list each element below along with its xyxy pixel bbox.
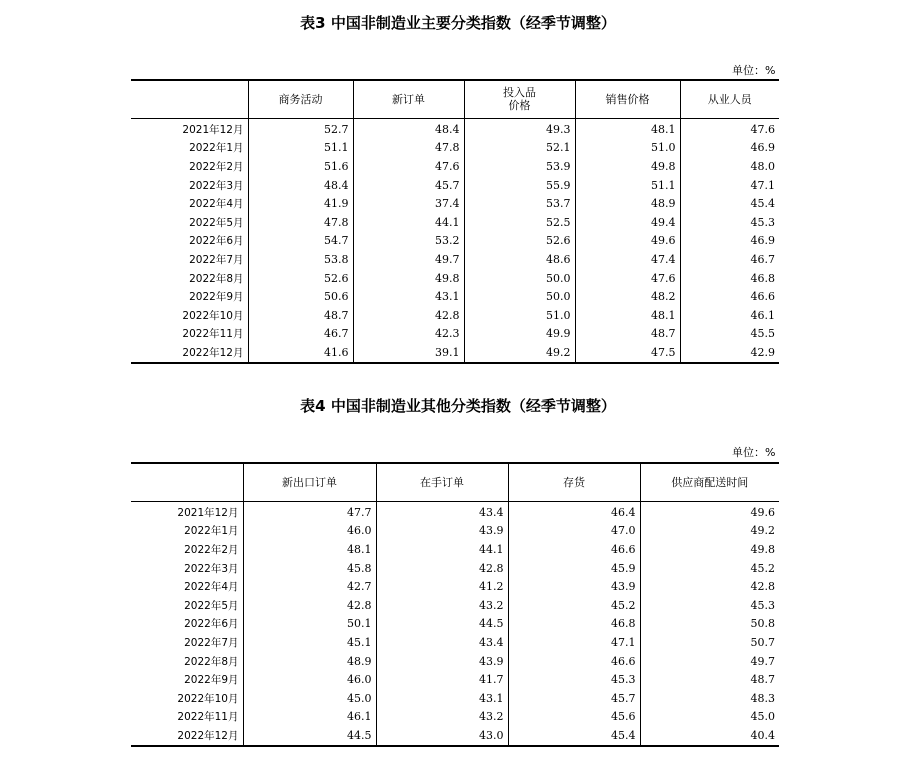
table-cell: 48.1 — [575, 306, 680, 325]
table-cell: 50.0 — [464, 269, 575, 288]
table-cell: 48.7 — [640, 671, 779, 690]
table-row — [131, 251, 779, 270]
table-cell: 49.2 — [464, 344, 575, 364]
table-row — [131, 541, 779, 560]
table-cell: 51.6 — [248, 158, 353, 177]
table-cell: 39.1 — [353, 344, 464, 364]
table-cell: 47.5 — [575, 344, 680, 364]
table-cell: 43.9 — [376, 522, 508, 541]
table-cell: 52.6 — [248, 269, 353, 288]
table-row — [131, 634, 779, 653]
table-cell: 49.9 — [464, 325, 575, 344]
row-label: 2022年3月 — [189, 179, 244, 192]
table-cell: 53.7 — [464, 195, 575, 214]
table-cell: 50.1 — [243, 615, 376, 634]
table-cell: 46.9 — [680, 139, 779, 158]
table-cell: 43.9 — [508, 578, 640, 597]
table-row — [131, 288, 779, 307]
table-row — [131, 213, 779, 232]
table-row — [131, 344, 779, 364]
table-cell: 51.0 — [464, 306, 575, 325]
table-cell: 44.1 — [353, 213, 464, 232]
table-cell: 43.1 — [376, 689, 508, 708]
table4-header-cell: 存货 — [508, 463, 640, 501]
table-cell: 43.4 — [376, 501, 508, 522]
table-cell: 47.8 — [248, 213, 353, 232]
table-cell: 46.6 — [680, 288, 779, 307]
table4-header-cell: 供应商配送时间 — [640, 463, 779, 501]
row-label: 2022年7月 — [184, 636, 239, 649]
table-cell: 49.8 — [575, 158, 680, 177]
table-row — [131, 708, 779, 727]
table-cell: 51.1 — [248, 139, 353, 158]
table-cell: 53.9 — [464, 158, 575, 177]
table-cell: 48.4 — [353, 118, 464, 139]
table-cell: 45.6 — [508, 708, 640, 727]
table4 — [131, 462, 779, 747]
table4-unit: 单位：% — [732, 446, 776, 459]
table-cell: 46.6 — [508, 541, 640, 560]
table4-header-cell — [131, 463, 243, 501]
table-row — [131, 232, 779, 251]
row-label: 2022年1月 — [189, 142, 244, 155]
table-cell: 50.6 — [248, 288, 353, 307]
table-cell: 44.5 — [243, 727, 376, 747]
table-cell: 46.8 — [680, 269, 779, 288]
table-cell: 48.1 — [243, 541, 376, 560]
table-cell: 45.9 — [508, 559, 640, 578]
table-cell: 46.6 — [508, 652, 640, 671]
table-cell: 47.8 — [353, 139, 464, 158]
table-cell: 41.9 — [248, 195, 353, 214]
table-cell: 47.7 — [243, 501, 376, 522]
table-cell: 50.7 — [640, 634, 779, 653]
table-row — [131, 158, 779, 177]
row-label: 2022年12月 — [182, 346, 244, 359]
table-cell: 42.3 — [353, 325, 464, 344]
table-cell: 46.1 — [243, 708, 376, 727]
table-cell: 47.6 — [680, 118, 779, 139]
table-cell: 49.4 — [575, 213, 680, 232]
table-cell: 53.8 — [248, 251, 353, 270]
table-row — [131, 269, 779, 288]
table4-header-cell: 在手订单 — [376, 463, 508, 501]
table-cell: 49.3 — [464, 118, 575, 139]
table-cell: 46.7 — [248, 325, 353, 344]
table3-header-cell — [131, 80, 248, 118]
table-cell: 45.0 — [243, 689, 376, 708]
table-cell: 46.8 — [508, 615, 640, 634]
table-cell: 54.7 — [248, 232, 353, 251]
table-cell: 43.9 — [376, 652, 508, 671]
row-label: 2022年3月 — [184, 562, 239, 575]
table-cell: 46.4 — [508, 501, 640, 522]
row-label: 2022年2月 — [184, 543, 239, 556]
table-cell: 46.1 — [680, 306, 779, 325]
table-cell: 46.9 — [680, 232, 779, 251]
row-label: 2022年1月 — [184, 525, 239, 538]
row-label: 2022年9月 — [189, 291, 244, 304]
row-label: 2022年5月 — [189, 216, 244, 229]
table-row — [131, 118, 779, 139]
table-cell: 48.4 — [248, 176, 353, 195]
table-cell: 51.0 — [575, 139, 680, 158]
table-cell: 48.2 — [575, 288, 680, 307]
table-cell: 45.2 — [508, 596, 640, 615]
table-cell: 45.7 — [353, 176, 464, 195]
table-cell: 46.0 — [243, 522, 376, 541]
table-cell: 41.2 — [376, 578, 508, 597]
table3-body — [131, 118, 779, 363]
table-cell: 47.0 — [508, 522, 640, 541]
table-cell: 45.5 — [680, 325, 779, 344]
table-cell: 42.9 — [680, 344, 779, 364]
table-cell: 49.2 — [640, 522, 779, 541]
table-row — [131, 596, 779, 615]
table-row — [131, 306, 779, 325]
table-row — [131, 501, 779, 522]
table3-header — [131, 80, 779, 118]
table-cell: 46.0 — [243, 671, 376, 690]
table-cell: 45.8 — [243, 559, 376, 578]
row-label: 2022年10月 — [182, 309, 244, 322]
table-cell: 53.2 — [353, 232, 464, 251]
table-cell: 49.8 — [353, 269, 464, 288]
table-row — [131, 195, 779, 214]
table3-title: 表3 中国非制造业主要分类指数（经季节调整） — [300, 14, 616, 32]
table-cell: 52.6 — [464, 232, 575, 251]
table-cell: 50.0 — [464, 288, 575, 307]
row-label: 2022年10月 — [177, 692, 239, 705]
table-cell: 42.7 — [243, 578, 376, 597]
table-cell: 48.1 — [575, 118, 680, 139]
table-cell: 45.3 — [680, 213, 779, 232]
table-cell: 46.7 — [680, 251, 779, 270]
table-cell: 41.7 — [376, 671, 508, 690]
table4-header — [131, 463, 779, 501]
table-cell: 42.8 — [353, 306, 464, 325]
table-cell: 47.6 — [575, 269, 680, 288]
table-cell: 43.4 — [376, 634, 508, 653]
table-row — [131, 689, 779, 708]
table-cell: 42.8 — [243, 596, 376, 615]
table3-header-cell: 投入品 价格 — [464, 80, 575, 118]
table-cell: 47.1 — [508, 634, 640, 653]
row-label: 2022年9月 — [184, 674, 239, 687]
table-cell: 45.7 — [508, 689, 640, 708]
table-cell: 45.0 — [640, 708, 779, 727]
row-label: 2022年6月 — [189, 235, 244, 248]
table-cell: 50.8 — [640, 615, 779, 634]
row-label: 2022年8月 — [189, 272, 244, 285]
table-cell: 48.9 — [575, 195, 680, 214]
table-cell: 41.6 — [248, 344, 353, 364]
table-cell: 49.6 — [575, 232, 680, 251]
table-cell: 47.6 — [353, 158, 464, 177]
table-row — [131, 615, 779, 634]
table-row — [131, 139, 779, 158]
table-cell: 45.2 — [640, 559, 779, 578]
row-label: 2021年12月 — [182, 123, 244, 136]
table3-header-cell: 商务活动 — [248, 80, 353, 118]
row-label: 2022年4月 — [189, 198, 244, 211]
table-cell: 48.3 — [640, 689, 779, 708]
row-label: 2022年11月 — [182, 328, 244, 341]
table-cell: 48.6 — [464, 251, 575, 270]
table3-header-cell: 新订单 — [353, 80, 464, 118]
table-row — [131, 522, 779, 541]
table-cell: 52.5 — [464, 213, 575, 232]
table-cell: 43.2 — [376, 596, 508, 615]
row-label: 2022年5月 — [184, 599, 239, 612]
table-cell: 48.9 — [243, 652, 376, 671]
row-label: 2022年12月 — [177, 729, 239, 742]
table-cell: 49.6 — [640, 501, 779, 522]
table-row — [131, 559, 779, 578]
table-cell: 47.1 — [680, 176, 779, 195]
table-cell: 51.1 — [575, 176, 680, 195]
table-cell: 48.7 — [248, 306, 353, 325]
table-cell: 43.1 — [353, 288, 464, 307]
row-label: 2022年6月 — [184, 618, 239, 631]
table-row — [131, 325, 779, 344]
row-label: 2022年2月 — [189, 160, 244, 173]
table3-header-cell: 从业人员 — [680, 80, 779, 118]
table-cell: 45.3 — [640, 596, 779, 615]
table-row — [131, 652, 779, 671]
table-cell: 42.8 — [640, 578, 779, 597]
table-cell: 45.4 — [680, 195, 779, 214]
table-row — [131, 671, 779, 690]
table-cell: 49.8 — [640, 541, 779, 560]
table-cell: 37.4 — [353, 195, 464, 214]
table-cell: 48.7 — [575, 325, 680, 344]
table-cell: 45.1 — [243, 634, 376, 653]
row-label: 2022年8月 — [184, 655, 239, 668]
table-cell: 43.2 — [376, 708, 508, 727]
table-cell: 49.7 — [353, 251, 464, 270]
table-cell: 44.5 — [376, 615, 508, 634]
table-cell: 52.7 — [248, 118, 353, 139]
table-cell: 47.4 — [575, 251, 680, 270]
table-row — [131, 578, 779, 597]
row-label: 2021年12月 — [177, 506, 239, 519]
table-cell: 44.1 — [376, 541, 508, 560]
table-cell: 42.8 — [376, 559, 508, 578]
table-cell: 43.0 — [376, 727, 508, 747]
table3-unit: 单位：% — [732, 64, 776, 77]
table-cell: 48.0 — [680, 158, 779, 177]
row-label: 2022年7月 — [189, 253, 244, 266]
table-cell: 55.9 — [464, 176, 575, 195]
table-cell: 49.7 — [640, 652, 779, 671]
table4-title: 表4 中国非制造业其他分类指数（经季节调整） — [300, 397, 616, 415]
table-row — [131, 176, 779, 195]
row-label: 2022年4月 — [184, 581, 239, 594]
row-label: 2022年11月 — [177, 711, 239, 724]
table4-body — [131, 501, 779, 746]
table-cell: 45.3 — [508, 671, 640, 690]
table-row — [131, 727, 779, 747]
table-cell: 52.1 — [464, 139, 575, 158]
table3 — [131, 79, 779, 364]
table4-header-cell: 新出口订单 — [243, 463, 376, 501]
table-cell: 45.4 — [508, 727, 640, 747]
table-cell: 40.4 — [640, 727, 779, 747]
table3-header-cell: 销售价格 — [575, 80, 680, 118]
